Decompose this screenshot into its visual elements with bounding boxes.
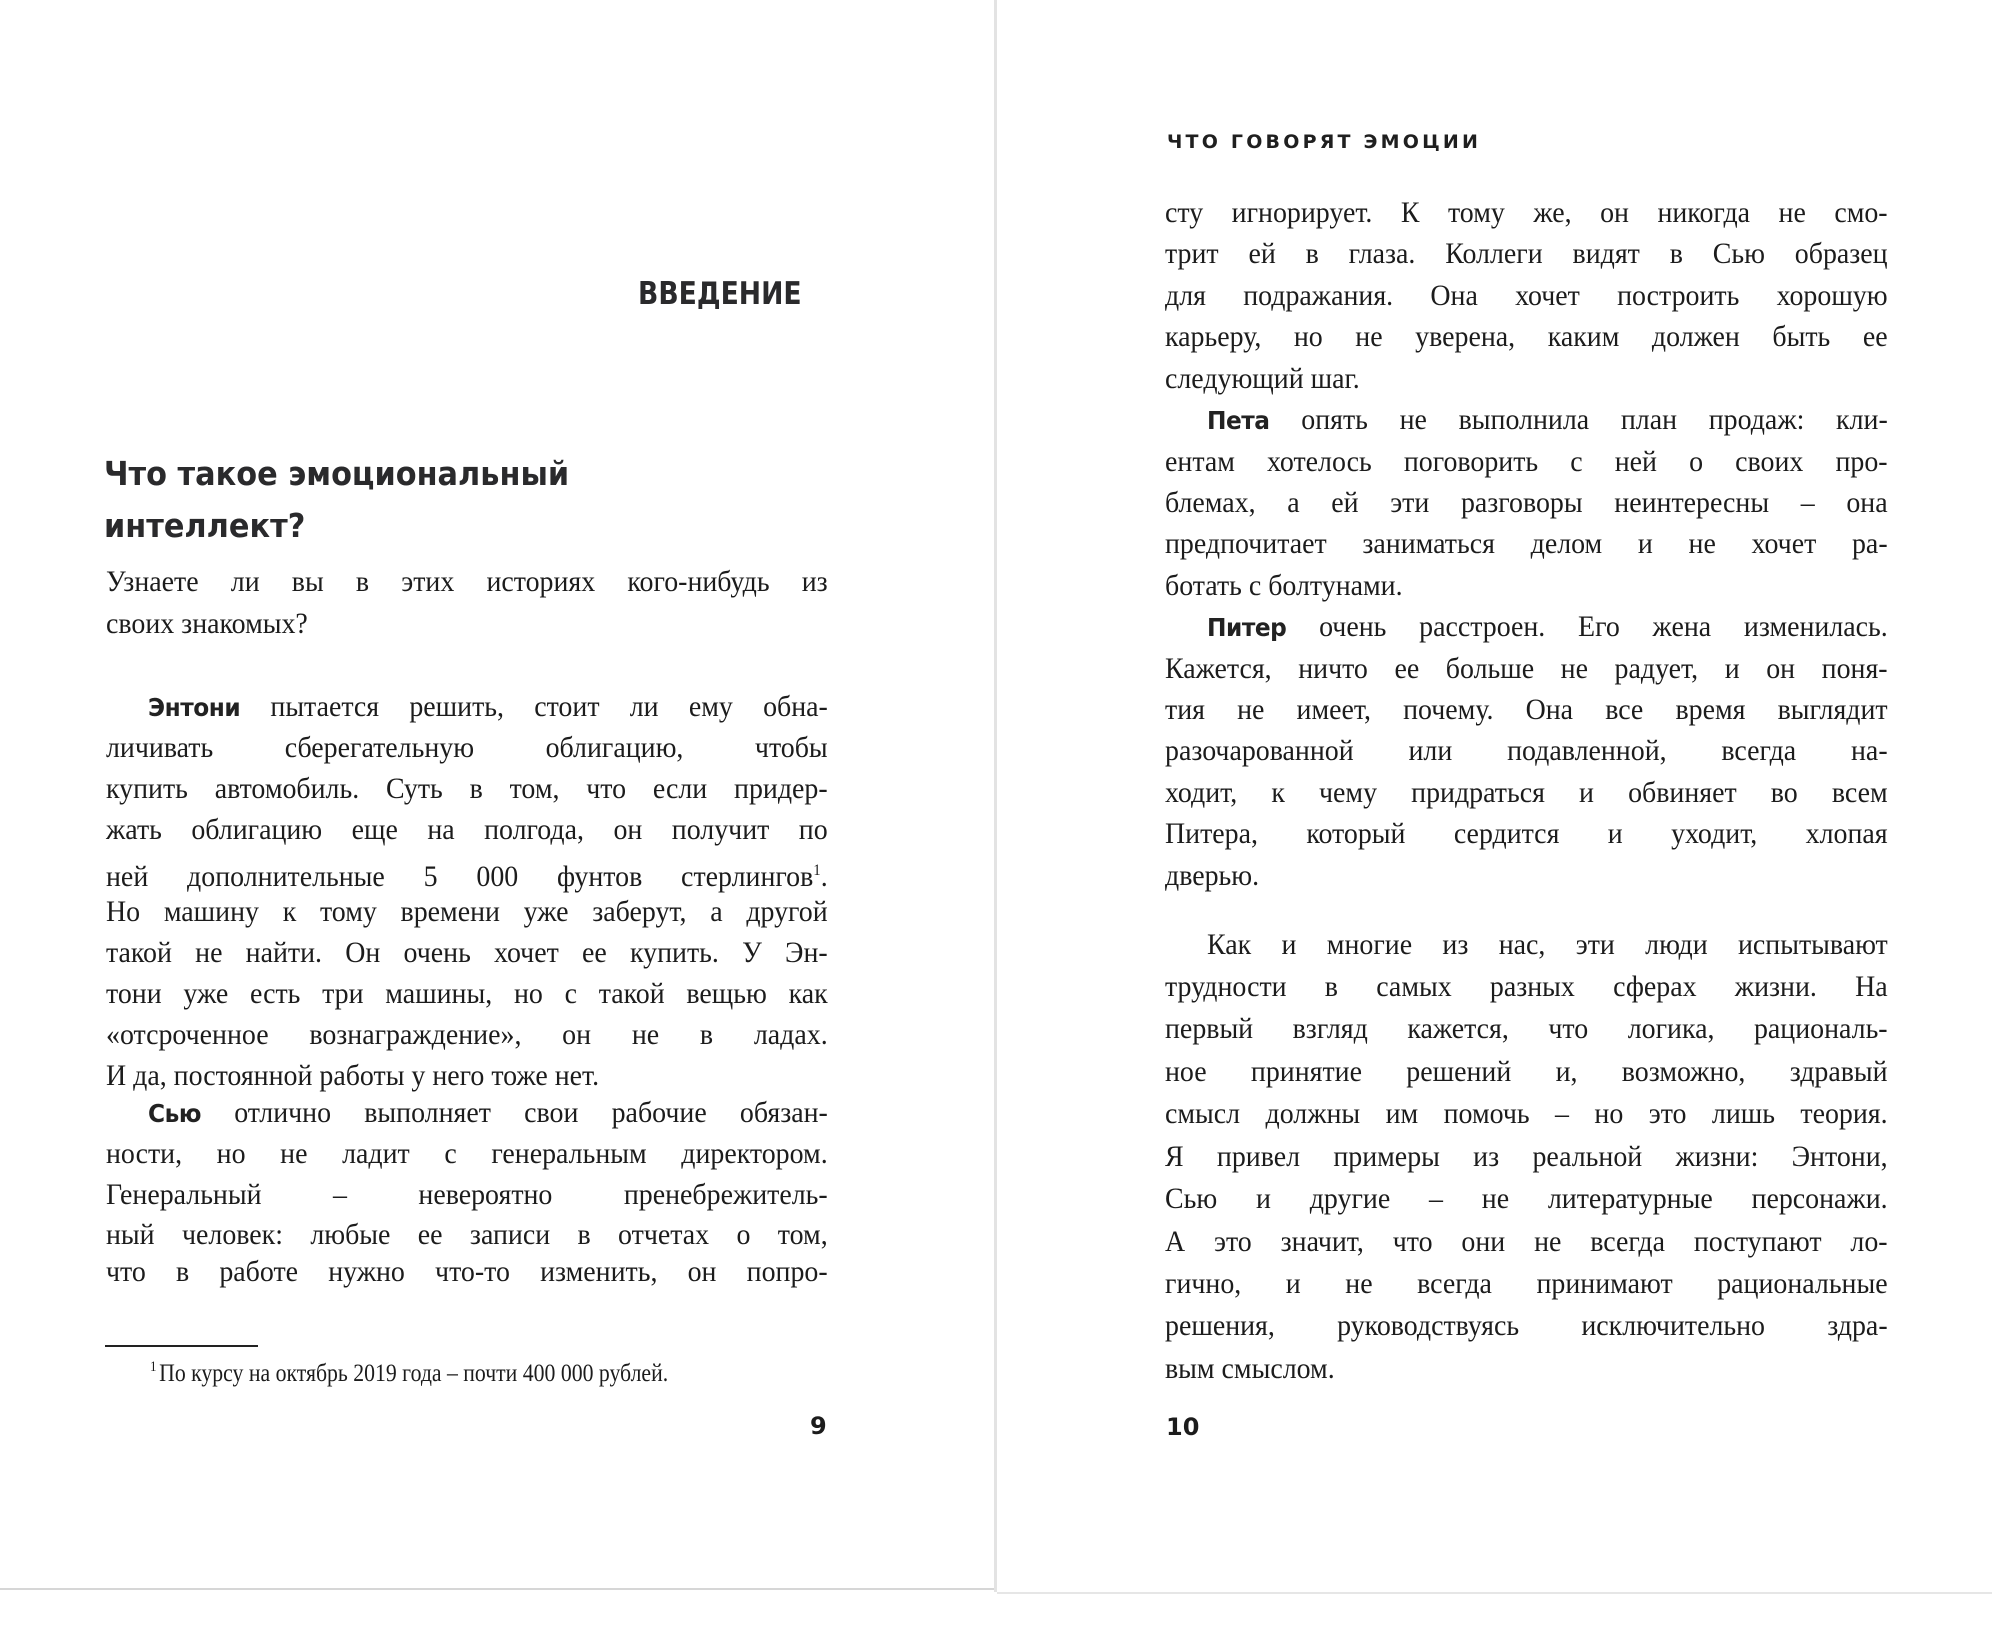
- body-line: решения, руководствуясь исключительно здра-: [1165, 1309, 1888, 1342]
- body-line: карьеру, но не уверена, каким должен быть ее: [1165, 320, 1888, 353]
- paragraph-sue-first-line: Сью отлично выполняет свои рабочие обязан-: [148, 1096, 828, 1129]
- body-line: ное принятие решений и, возможно, здравый: [1165, 1055, 1888, 1088]
- paragraph-anthony-first-line: Энтони пытается решить, стоит ли ему обна-: [148, 690, 828, 723]
- body-line: ный человек: любые ее записи в отчетах о том,: [106, 1218, 828, 1251]
- body-line: блемах, а ей эти разговоры неинтересны – она: [1165, 486, 1888, 519]
- intro-line: Узнаете ли вы в этих историях кого-нибудь из: [106, 565, 828, 598]
- body-line: Но машину к тому времени уже заберут, а другой: [106, 895, 828, 928]
- body-line: жать облигацию еще на полгода, он получит по: [106, 813, 828, 846]
- page-number-left: 9: [810, 1412, 827, 1440]
- paragraph-conclusion-first-line: Как и многие из нас, эти люди испытывают: [1207, 928, 1888, 961]
- body-line: предпочитает заниматься делом и не хочет ра-: [1165, 527, 1888, 560]
- body-line: ходит, к чему придраться и обвиняет во всем: [1165, 776, 1888, 809]
- body-line: что в работе нужно что-то изменить, он попро-: [106, 1255, 828, 1288]
- page-number-right: 10: [1166, 1413, 1200, 1441]
- body-line: сту игнорирует. К тому же, он никогда не смо-: [1165, 196, 1888, 229]
- body-line: ентам хотелось поговорить с ней о своих про-: [1165, 445, 1888, 478]
- running-head: ЧТО ГОВОРЯТ ЭМОЦИИ: [1167, 131, 1482, 153]
- body-line: для подражания. Она хочет построить хорошую: [1165, 279, 1888, 312]
- body-line: «отсроченное вознаграждение», он не в ладах.: [106, 1018, 828, 1051]
- section-heading-line: интеллект?: [104, 506, 306, 545]
- body-line: А это значит, что они не всегда поступают ло-: [1165, 1225, 1888, 1258]
- body-line: И да, постоянной работы у него тоже нет.: [106, 1059, 600, 1092]
- paragraph-peter-first-line: Питер очень расстроен. Его жена изменилась.: [1207, 610, 1888, 643]
- body-line: Я привел примеры из реальной жизни: Энтони,: [1165, 1140, 1888, 1173]
- body-line: разочарованной или подавленной, всегда на-: [1165, 734, 1888, 767]
- body-line: Питера, который сердится и уходит, хлопая: [1165, 817, 1888, 850]
- body-line: дверью.: [1165, 859, 1260, 892]
- body-line: ности, но не ладит с генеральным директором.: [106, 1137, 828, 1170]
- body-line: Генеральный – невероятно пренебрежитель-: [106, 1178, 828, 1211]
- body-line: смысл должны им помочь – но это лишь теория.: [1165, 1097, 1888, 1130]
- body-line: такой не найти. Он очень хочет ее купить. У Эн-: [106, 936, 828, 969]
- body-line: первый взгляд кажется, что логика, рациональ-: [1165, 1012, 1888, 1045]
- body-line: тони уже есть три машины, но с такой вещью как: [106, 977, 828, 1010]
- paragraph-peta-first-line: Пета опять не выполнила план продаж: кли-: [1207, 403, 1888, 436]
- body-line: трит ей в глаза. Коллеги видят в Сью образец: [1165, 237, 1888, 270]
- body-line-with-footnote: ней дополнительные 5 000 фунтов стерлингов$^1$.: [106, 860, 828, 893]
- body-line: тия не имеет, почему. Она все время выглядит: [1165, 693, 1888, 726]
- character-name-sue: Сью: [148, 1099, 201, 1128]
- footnote-marker: 1: [150, 1359, 157, 1375]
- body-line: трудности в самых разных сферах жизни. На: [1165, 970, 1888, 1003]
- body-line: гично, и не всегда принимают рациональные: [1165, 1267, 1888, 1300]
- character-name-peta: Пета: [1207, 406, 1270, 435]
- chapter-title: ВВЕДЕНИЕ: [638, 276, 802, 312]
- body-line: следующий шаг.: [1165, 362, 1360, 395]
- body-line: Кажется, ничто ее больше не радует, и он поня-: [1165, 652, 1888, 685]
- footnote-reference[interactable]: 1: [813, 862, 821, 879]
- right-page-bottom-edge: [997, 1592, 1992, 1594]
- body-line: купить автомобиль. Суть в том, что если придер-: [106, 772, 828, 805]
- body-line: ботать с болтунами.: [1165, 569, 1403, 602]
- section-heading-line: Что такое эмоциональный: [104, 454, 570, 493]
- intro-line: своих знакомых?: [106, 607, 308, 640]
- character-name-peter: Питер: [1207, 613, 1287, 642]
- body-line: личивать сберегательную облигацию, чтобы: [106, 731, 828, 764]
- footnote-text: По курсу на октябрь 2019 года – почти 400 000 рублей.: [159, 1360, 669, 1387]
- body-line: Сью и другие – не литературные персонажи.: [1165, 1182, 1888, 1215]
- body-line: вым смыслом.: [1165, 1352, 1335, 1385]
- character-name-anthony: Энтони: [148, 693, 241, 722]
